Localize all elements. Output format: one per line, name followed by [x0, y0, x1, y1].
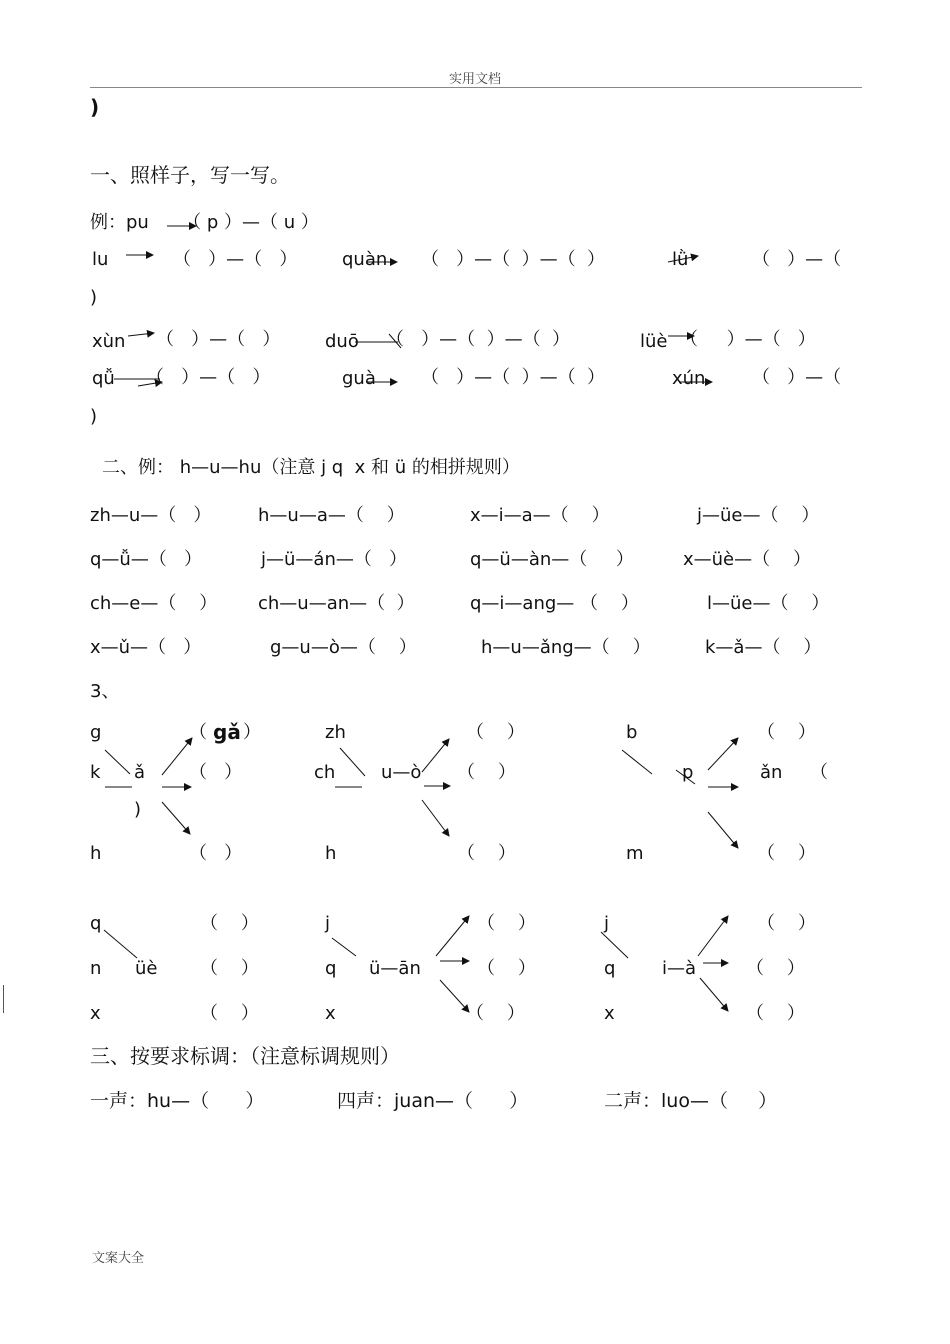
s4-item-2: 四声：juan—（ ）: [337, 1090, 529, 1112]
g2-blank-3: （ ）: [457, 843, 516, 864]
section1-title: 一、照样子，写一写。: [90, 163, 290, 187]
page-footer: 文案大全: [92, 1251, 145, 1266]
arrow-r2-a: [128, 333, 154, 336]
s1-row1-blanks-a: （ ）—（ ）: [173, 249, 298, 270]
s1-row3-blanks-c: （ ）—（: [752, 367, 842, 388]
g5-initial-1: j: [325, 913, 331, 934]
s1-row1-blanks-b: （ ）—（ ）—（ ）: [421, 249, 606, 270]
g2-blank-2: （ ）: [457, 762, 516, 783]
page-header: 实用文档: [448, 72, 501, 87]
g3-arrow-up: [708, 738, 738, 770]
s1-row2-blanks-c: （ ）—（ ）: [680, 329, 816, 350]
g4-blank-3: （ ）: [200, 1003, 259, 1024]
g1-blank-3: （ ）: [189, 843, 243, 864]
g6-blank-1: （ ）: [757, 913, 816, 934]
g6-blank-3: （ ）: [746, 1003, 805, 1024]
s1-row2-blanks-b: （ ）—（ ）—（ ）: [386, 329, 571, 350]
s1-row2-word-b: duō: [325, 331, 359, 352]
g4-blank-1: （ ）: [200, 913, 259, 934]
g1-final: ǎ: [134, 762, 146, 783]
section4-title: 三、按要求标调：（注意标调规则）: [90, 1044, 400, 1068]
g6-blank-2: （ ）: [746, 958, 805, 979]
g5-blank-3: （ ）: [466, 1003, 525, 1024]
g5-line-upper: [332, 938, 356, 956]
s1-row1-word-a: lu: [92, 249, 109, 270]
g1-wrap: ): [134, 799, 142, 820]
g6-initial-1: j: [604, 913, 610, 934]
g4-line-upper: [104, 930, 137, 958]
g5-arrow-up: [436, 916, 469, 956]
s1-row3-blanks-a: （ ）—（ ）: [146, 367, 271, 388]
section3-title: 3、: [90, 681, 120, 702]
s1-row3-word-b: guà: [342, 368, 376, 389]
g3-arrow-down: [708, 812, 738, 848]
s2-r4-c2: g—u—ò—（ ）: [270, 637, 417, 658]
g5-initial-2: q: [325, 958, 337, 979]
g3-line-upper: [622, 750, 652, 774]
g1-initial-2: k: [90, 762, 101, 783]
g4-initial-1: q: [90, 913, 102, 934]
g5-initial-3: x: [325, 1003, 336, 1024]
g5-blank-1: （ ）: [477, 913, 536, 934]
g1-blank-close: ）: [243, 722, 261, 743]
s2-r2-c4: x—üè—（ ）: [683, 549, 812, 570]
stray-paren: ): [90, 95, 100, 119]
s2-r2-c3: q—ü—àn—（ ）: [470, 549, 634, 570]
g3-initial-3: m: [626, 843, 644, 864]
s2-r4-c3: h—u—ǎng—（ ）: [481, 637, 651, 658]
s1-row2-blanks-a: （ ）—（ ）: [156, 329, 281, 350]
g1-initial-1: g: [90, 722, 102, 743]
s2-r1-c1: zh—u—（ ）: [90, 505, 212, 526]
g1-initial-3: h: [90, 843, 102, 864]
section1-example: 例：pu （ p ）—（ u ）: [90, 212, 319, 233]
s1-row3-blanks-b: （ ）—（ ）—（ ）: [421, 367, 606, 388]
g2-line-upper: [340, 748, 365, 776]
s2-r3-c3: q—i—ang— （ ）: [470, 593, 639, 614]
s2-r1-c4: j—üe—（ ）: [697, 505, 820, 526]
g1-line-upper: [105, 750, 130, 774]
s4-item-1: 一声：hu—（ ）: [90, 1090, 265, 1112]
s2-r4-c1: x—ǔ—（ ）: [90, 637, 202, 658]
g6-arrow-down: [700, 978, 728, 1011]
g2-initial-2: ch: [314, 762, 336, 783]
g5-blank-2: （ ）: [477, 958, 536, 979]
g5-arrow-down: [440, 980, 469, 1012]
s2-r2-c1: q—ǚ—（ ）: [90, 549, 202, 570]
g3-final: ǎn: [760, 762, 783, 783]
g3-blank-3: （ ）: [757, 843, 816, 864]
g3-blank-1: （ ）: [757, 722, 816, 743]
g1-arrow-down: [162, 802, 190, 834]
s1-row2-word-c: lüè: [640, 331, 668, 352]
s1-row1-word-c: lǜ: [672, 249, 689, 270]
s1-wrap1: ): [90, 287, 98, 308]
g2-arrow-down: [422, 800, 449, 836]
g6-line-upper: [601, 932, 628, 958]
g1-blank-open: （: [189, 722, 207, 743]
s4-item-3: 二声：luo—（ ）: [604, 1090, 778, 1112]
s1-row2-word-a: xùn: [92, 331, 126, 352]
s2-r3-c2: ch—u—an—（ ）: [258, 593, 415, 614]
g6-initial-3: x: [604, 1003, 615, 1024]
s1-row1-blanks-c: （ ）—（: [752, 249, 842, 270]
g2-final: u—ò: [381, 762, 422, 783]
g3-initial-2: p: [682, 762, 694, 783]
g3-strike: [676, 770, 695, 784]
s2-r1-c2: h—u—a—（ ）: [258, 505, 405, 526]
arrow-r1-c: [668, 256, 698, 262]
g1-answer: gǎ: [213, 720, 241, 744]
s2-r2-c2: j—ü—án—（ ）: [261, 549, 408, 570]
s2-r1-c3: x—i—a—（ ）: [470, 505, 610, 526]
g1-blank-2: （ ）: [189, 762, 243, 783]
g6-arrow-up: [698, 916, 728, 956]
g4-initial-2: n: [90, 958, 102, 979]
g2-initial-1: zh: [325, 722, 346, 743]
s2-r4-c4: k—ǎ—（ ）: [705, 637, 822, 658]
s1-row1-word-b: quàn: [342, 249, 388, 270]
s1-wrap2: ): [90, 406, 98, 427]
g3-blank-2: （: [810, 762, 828, 783]
s1-row3-word-a: qǚ: [92, 368, 115, 389]
g5-final: ü—ān: [369, 958, 421, 979]
s2-r3-c4: l—üe—（ ）: [707, 593, 830, 614]
g2-initial-3: h: [325, 843, 337, 864]
tick-r2-b: [389, 334, 401, 348]
s1-row3-word-c: xún: [672, 368, 706, 389]
section2-title: 二、例： h—u—hu（注意 j q x 和 ü 的相拼规则）: [102, 457, 520, 478]
g4-initial-3: x: [90, 1003, 101, 1024]
g6-final: i—à: [662, 958, 697, 979]
arrow-r3-a: [138, 382, 162, 386]
g2-arrow-up: [422, 739, 449, 772]
g1-arrow-up: [162, 738, 192, 775]
g4-blank-2: （ ）: [200, 958, 259, 979]
g3-initial-1: b: [626, 722, 638, 743]
s2-r3-c1: ch—e—（ ）: [90, 593, 218, 614]
g4-final: üè: [135, 958, 158, 979]
g2-blank-1: （ ）: [466, 722, 525, 743]
g6-initial-2: q: [604, 958, 616, 979]
